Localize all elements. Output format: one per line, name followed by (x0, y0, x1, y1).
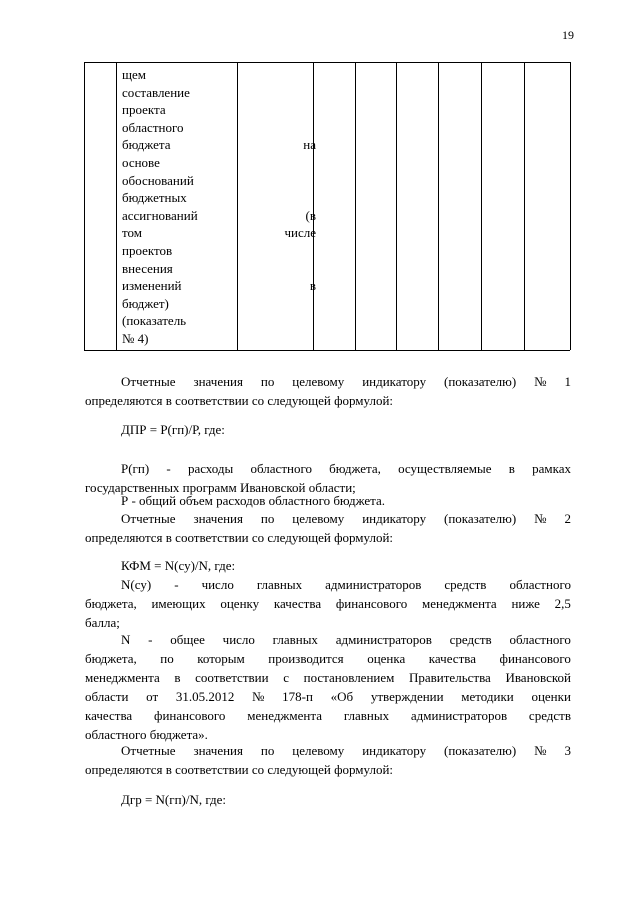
text-line: щем (122, 67, 147, 82)
word: ниже (511, 596, 540, 611)
word: индикатору (362, 743, 427, 758)
word: рамках (532, 461, 571, 476)
paragraph (85, 575, 571, 632)
text-line: составление (122, 84, 190, 100)
word: значения (193, 511, 243, 526)
word: оценки (531, 689, 571, 704)
text-line (85, 687, 571, 706)
word: менеджмента (421, 596, 497, 611)
word: качества (85, 708, 133, 723)
word: значения (193, 743, 243, 758)
table-border (524, 62, 525, 350)
word: 3 (564, 743, 571, 758)
table-border (396, 62, 397, 350)
word: менеджмента (247, 708, 322, 723)
word: главных (343, 708, 390, 723)
word: администраторов (410, 708, 508, 723)
word: постановлением (303, 670, 395, 685)
word: бюджета, (85, 596, 137, 611)
word: - (174, 577, 179, 592)
text-line: проекта (122, 102, 166, 118)
word: целевому (292, 374, 345, 389)
word: в (174, 670, 181, 685)
word: (в (305, 207, 316, 223)
word: бюджета (122, 137, 171, 153)
paragraph (85, 741, 571, 779)
word: индикатору (362, 511, 427, 526)
word: целевому (292, 743, 345, 758)
text-line (85, 630, 571, 649)
paragraph (85, 630, 571, 744)
word: число (222, 632, 255, 647)
word: целевому (292, 511, 345, 526)
word: осуществляемые (398, 461, 492, 476)
word: на (303, 137, 316, 153)
paragraph (85, 790, 571, 809)
word: числе (284, 225, 316, 241)
word: которым (197, 651, 245, 666)
word: от (146, 689, 159, 704)
word: администраторов (325, 577, 422, 592)
word: по (260, 743, 275, 758)
word: бюджета, (329, 461, 381, 476)
table-border (438, 62, 439, 350)
word: менеджмента (85, 670, 160, 685)
word: «Об (330, 689, 354, 704)
paragraph (85, 556, 571, 575)
word: средств (444, 577, 487, 592)
paragraph (85, 420, 571, 439)
text-line: балла; (85, 615, 120, 630)
word: соответствии (195, 670, 269, 685)
table-border (116, 62, 117, 350)
word: средств (528, 708, 571, 723)
word: 178-п (282, 689, 313, 704)
word: производится (268, 651, 344, 666)
text-line: областного бюджета». (85, 727, 208, 742)
word: N (121, 632, 131, 647)
text-line (85, 459, 571, 478)
word: оценка (367, 651, 406, 666)
word: имеющих (151, 596, 206, 611)
table-border (570, 62, 571, 350)
text-line: проектов (122, 242, 173, 258)
word: 1 (564, 374, 571, 389)
word: областного (250, 461, 312, 476)
text-line: определяются в соответствии со следующей формулой: (85, 393, 394, 408)
text-line (122, 207, 316, 225)
word: изменений (122, 278, 182, 294)
word: областного (509, 632, 571, 647)
word: - (148, 632, 153, 647)
word: качества (273, 596, 322, 611)
table-border (84, 62, 85, 350)
text-line (85, 741, 571, 760)
paragraph (85, 372, 571, 410)
table-cell-indicator-name (122, 66, 316, 348)
text-line (122, 136, 316, 154)
text-line: бюджетных (122, 190, 187, 206)
word: в (508, 461, 515, 476)
word: (показателю) (443, 511, 517, 526)
word: Отчетные (121, 743, 176, 758)
word: 2 (564, 511, 571, 526)
word: оценку (220, 596, 260, 611)
text-line: основе (122, 154, 160, 170)
word: индикатору (362, 374, 427, 389)
text-line (85, 706, 571, 725)
text-line: определяются в соответствии со следующей формулой: (85, 762, 394, 777)
word: областного (509, 577, 571, 592)
text-line: (показатель (122, 313, 187, 329)
word: финансового (335, 596, 408, 611)
page-number: 19 (562, 28, 574, 42)
word: 31.05.2012 (175, 689, 235, 704)
word: Р(гп) (121, 461, 150, 476)
word: № (534, 743, 547, 758)
word: № (534, 511, 547, 526)
word: главных (272, 632, 318, 647)
text-line (85, 372, 571, 391)
table-border (84, 350, 570, 351)
word: по (160, 651, 174, 666)
word: администраторов (335, 632, 432, 647)
text-line (85, 509, 571, 528)
text-line: КФМ = N(су)/N, где: (121, 558, 236, 573)
word: 2,5 (554, 596, 571, 611)
word: (показателю) (443, 743, 517, 758)
word: по (260, 511, 275, 526)
word: № (252, 689, 265, 704)
text-line: ДПР = Р(гп)/Р, где: (121, 422, 225, 437)
table-border (84, 62, 570, 63)
text-line: Дгр = N(гп)/N, где: (121, 792, 227, 807)
word: по (260, 374, 275, 389)
word: главных (256, 577, 303, 592)
paragraph (85, 491, 571, 510)
word: финансового (154, 708, 226, 723)
table-border (481, 62, 482, 350)
word: (показателю) (443, 374, 517, 389)
word: число (201, 577, 234, 592)
text-line (85, 668, 571, 687)
word: в (309, 278, 316, 294)
text-line: внесения (122, 260, 173, 276)
word: - (166, 461, 171, 476)
word: методики (461, 689, 514, 704)
table-border (355, 62, 356, 350)
word: № (534, 374, 547, 389)
word: Правительства (409, 670, 491, 685)
text-line: обоснований (122, 172, 194, 188)
paragraph (85, 509, 571, 547)
text-line (85, 649, 571, 668)
word: Отчетные (121, 511, 176, 526)
text-line: бюджет) (122, 295, 169, 311)
text-line (85, 594, 571, 613)
word: Ивановской (505, 670, 571, 685)
word: расходы (187, 461, 234, 476)
text-line: № 4) (122, 330, 149, 346)
text-line: Р - общий объем расходов областного бюджета. (121, 493, 386, 508)
word: N(су) (121, 577, 152, 592)
text-line: государственных программ Ивановской области; (85, 480, 356, 495)
word: области (85, 689, 129, 704)
word: финансового (499, 651, 571, 666)
word: бюджета, (85, 651, 137, 666)
word: утверждении (370, 689, 444, 704)
word: том (122, 225, 142, 241)
word: качества (428, 651, 476, 666)
word: средств (449, 632, 492, 647)
text-line: определяются в соответствии со следующей формулой: (85, 530, 394, 545)
word: Отчетные (121, 374, 176, 389)
word: общее (170, 632, 205, 647)
word: ассигнований (122, 207, 198, 223)
text-line (122, 224, 316, 242)
text-line (122, 277, 316, 295)
text-line: областного (122, 119, 184, 135)
word: с (283, 670, 289, 685)
indicator-table (84, 62, 570, 350)
word: значения (193, 374, 243, 389)
text-line (85, 575, 571, 594)
